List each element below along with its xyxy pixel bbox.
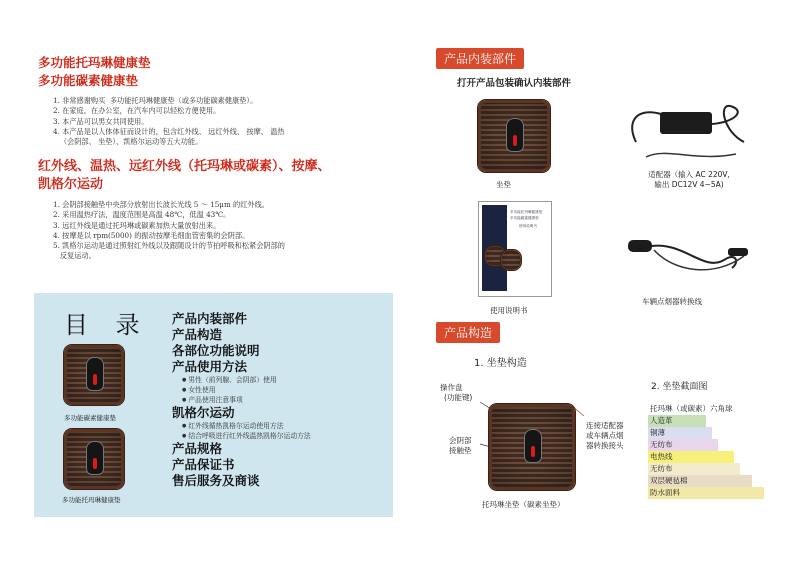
feature-item: 1. 会阴部接触垫中央部分放射出长波长光线 5 ～ 15μm 的红外线。	[53, 200, 269, 209]
feature-item: 3. 远红外线是通过托玛琳或碳素加热大量放射出来。	[53, 220, 221, 230]
car-cable-image	[624, 232, 754, 284]
seat-pad-image	[478, 100, 550, 172]
toc-item[interactable]: 产品保证书	[172, 457, 235, 472]
feature-item: 反复运动。	[53, 251, 96, 261]
control-label-line1: 操作盘	[440, 383, 463, 392]
toc-item[interactable]: 产品内装部件	[172, 311, 248, 326]
carbon-pad-image	[64, 345, 124, 405]
structure-caption: 托玛琳坐垫（碳素坐垫）	[482, 500, 565, 509]
toc-subitem[interactable]: ● 女性使用	[172, 385, 311, 395]
connector-label-line2: 或车辆点烟	[586, 431, 624, 440]
adapter-caption-line1: 适配器（输入 AC 220V,	[648, 170, 730, 179]
toc-item[interactable]: 产品规格	[172, 441, 223, 456]
manual-image	[478, 201, 552, 297]
intro-item: 3. 本产品可以男女共同使用。	[53, 116, 149, 126]
section-title-line2: 凯格尔运动	[38, 177, 104, 192]
toc-subitem[interactable]: ● 结合呼吸进行红外线温热凯格尔运动方法	[172, 431, 311, 441]
control-label-line2: (功能键)	[444, 393, 473, 402]
perineum-label-line2: 接触垫	[449, 446, 472, 455]
tourmaline-pad-image	[64, 429, 124, 489]
section-badge-components: 产品内装部件	[436, 48, 524, 69]
layer-tourmaline: 托玛琳（或碳素）六角球	[650, 404, 733, 413]
adapter-caption-line2: 输出 DC12V 4~5A)	[654, 180, 724, 189]
toc-box	[34, 293, 393, 517]
structure-pad-image	[489, 404, 575, 490]
title-tourmaline: 多功能托玛琳健康垫	[38, 55, 151, 70]
toc-item[interactable]: 产品使用方法	[172, 359, 248, 374]
intro-item: 1. 非常感谢购买 多功能托玛琳健康垫（或多功能碳素健康垫）。	[53, 96, 258, 105]
intro-item: （会阴部、 坐垫）、凯格尔运动等五大功能。	[53, 137, 203, 147]
toc-title: 目 录	[64, 311, 150, 339]
section-title-line1: 红外线、温热、远红外线（托玛琳或碳素）、按摩、	[38, 159, 331, 174]
manual-cover-title2: 多功能碳素健康垫	[510, 216, 539, 220]
intro-list	[53, 96, 285, 147]
toc-list	[172, 311, 311, 489]
toc-subitem[interactable]: ● 男性（前列腺、会阴部）使用	[172, 375, 311, 385]
feature-item: 2. 采用温热疗法，温度范围是高温 48℃，低温 43℃。	[53, 210, 231, 220]
carbon-pad-caption: 多功能碳素健康垫	[64, 414, 116, 422]
feature-item: 4. 按摩是以 rpm(5000) 的振动按摩毛细血管密集的会阴部。	[53, 230, 250, 240]
layer-heating-wire: 电热线	[648, 451, 734, 463]
manual-cover-title3: 使用说明书	[519, 224, 537, 228]
seat-pad-caption: 坐垫	[496, 180, 511, 189]
title-carbon: 多功能碳素健康垫	[38, 73, 139, 88]
toc-item[interactable]: 凯格尔运动	[172, 405, 235, 420]
feature-list	[53, 200, 285, 262]
manual-caption: 使用说明书	[490, 306, 528, 315]
layer-felt: 双层硬毡棉	[648, 475, 752, 487]
structure-title: 1. 坐垫构造	[474, 358, 527, 369]
connector-label-line3: 器转换接头	[586, 441, 624, 450]
car-cable-caption: 车辆点烟器转换线	[642, 297, 702, 306]
toc-item[interactable]: 售后服务及商谈	[172, 473, 260, 488]
toc-subitem[interactable]: ● 产品使用注意事项	[172, 395, 311, 405]
manual-cover-title1: 多功能托玛琳健康垫	[510, 210, 543, 214]
perineum-label-line1: 会阴部	[449, 436, 472, 445]
adapter-image	[626, 102, 750, 166]
toc-item[interactable]: 产品构造	[172, 327, 223, 342]
toc-item[interactable]: 各部位功能说明	[172, 343, 260, 358]
connector-label-line1: 连接适配器	[586, 421, 624, 430]
layer-copper: 铜薄	[648, 427, 712, 439]
intro-item: 2. 在家庭，在办公室，在汽车内可以轻松方便使用。	[53, 106, 221, 116]
layer-leather: 人造革	[648, 415, 706, 427]
cross-section-title: 2. 坐垫截面图	[651, 382, 708, 392]
layer-nonwoven: 无纺布	[648, 439, 718, 451]
components-subtitle: 打开产品包装确认内装部件	[457, 78, 572, 89]
section-badge-structure: 产品构造	[436, 322, 500, 343]
intro-item: 4. 本产品是以人体体征而设计的，包含红外线、 远红外线、 按摩、 温热	[53, 126, 285, 136]
toc-subitem[interactable]: ● 红外线循热凯格尔运动使用方法	[172, 421, 311, 431]
tourmaline-pad-caption: 多功能托玛琳健康垫	[62, 496, 121, 504]
cross-section-layers	[648, 403, 778, 499]
layer-waterproof: 防水面料	[648, 487, 764, 499]
feature-item: 5. 凯格尔运动是通过照射红外线以及跟随设计的节拍呼吸和松紧会阴部的	[53, 241, 285, 251]
layer-nonwoven-2: 无纺布	[648, 463, 740, 475]
